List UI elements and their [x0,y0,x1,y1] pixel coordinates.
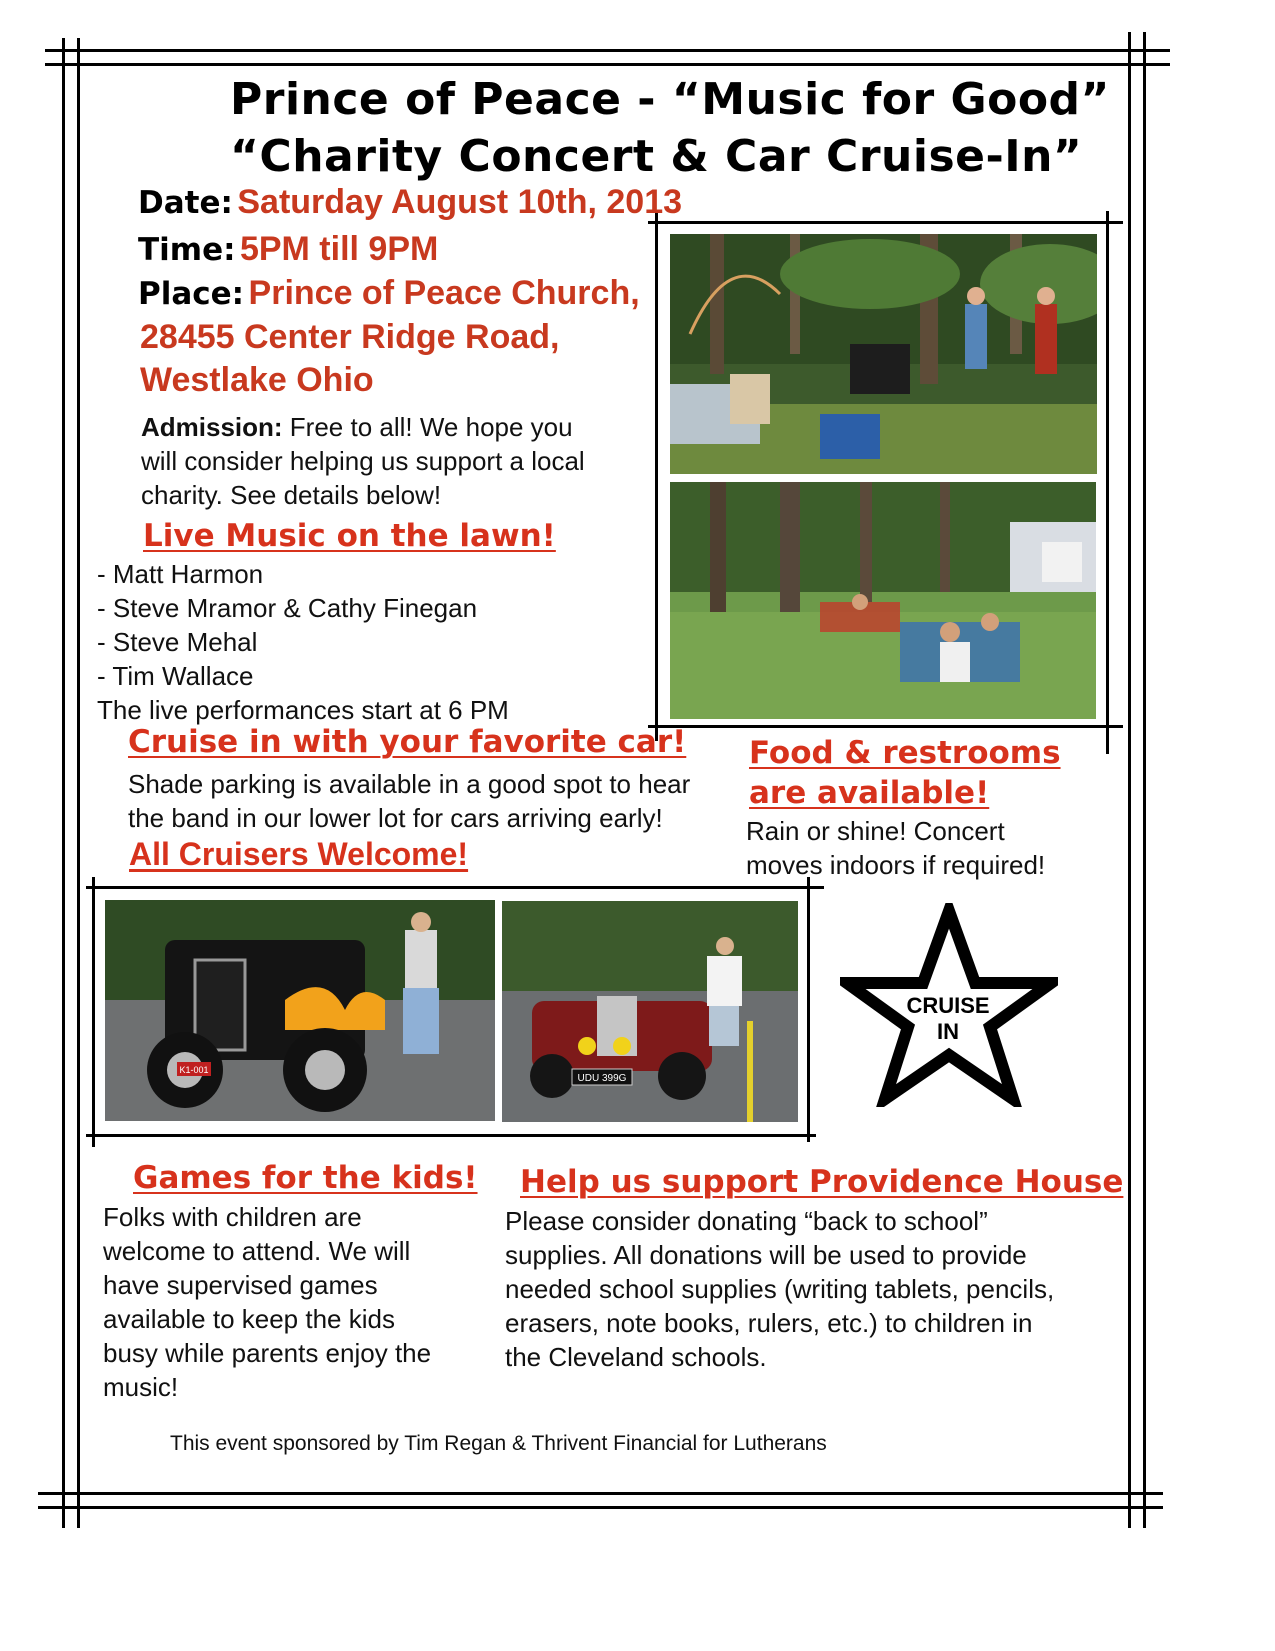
photo-frame-top [648,221,1123,224]
photo-frame-right [1106,211,1109,754]
food-heading-1: Food & restrooms [749,735,1061,771]
cruise-text-1: Shade parking is available in a good spot to hear [128,769,691,799]
border-right-line [1128,32,1131,1528]
place-line-1: Prince of Peace Church, [248,274,640,312]
border-top-line-2 [45,63,1170,66]
games-line: available to keep the kids [103,1304,395,1334]
providence-text [505,1204,1054,1374]
admission-label: Admission: [141,412,283,442]
concert-stage-photo [670,234,1097,474]
food-heading-2: are available! [749,775,990,811]
border-left-line-2 [77,38,80,1528]
food-text [746,814,1045,882]
games-text [103,1200,431,1404]
car-frame-top [86,886,824,889]
providence-line: needed school supplies (writing tablets, pencils, [505,1274,1055,1304]
place-label: Place: [138,276,245,312]
date-row [138,183,682,222]
cruise-text-2: the band in our lower lot for cars arriving early! [128,803,663,833]
title-line-2: “Charity Concert & Car Cruise-In” [230,131,1083,182]
sponsor-footer: This event sponsored by Tim Regan & Thrivent Financial for Lutherans [170,1432,827,1455]
admission-text-3: charity. See details below! [141,480,442,510]
admission-block [141,410,651,512]
games-line: welcome to attend. We will [103,1236,411,1266]
food-text-2: moves indoors if required! [746,850,1046,880]
games-line: music! [103,1372,179,1402]
performance-note: The live performances start at 6 PM [97,695,509,725]
car-frame-left [92,877,95,1147]
providence-line: Please consider donating “back to school” [505,1206,988,1236]
games-line: busy while parents enjoy the [103,1338,432,1368]
title-line-1: Prince of Peace - “Music for Good” [230,74,1110,125]
performer-item: - Tim Wallace [97,661,254,691]
car-frame-right [807,877,810,1142]
providence-line: supplies. All donations will be used to provide [505,1240,1027,1270]
border-left-line [62,38,65,1528]
providence-line: the Cleveland schools. [505,1342,767,1372]
border-bottom-line-2 [38,1506,1163,1509]
license-plate-1: K1-001 [179,1065,209,1075]
providence-line: erasers, note books, rulers, etc.) to children in [505,1308,1033,1338]
border-top-line [45,49,1170,52]
star-label-line-1: CRUISE [906,993,990,1018]
cruisers-welcome: All Cruisers Welcome! [129,836,469,872]
time-label: Time: [138,232,236,268]
date-value: Saturday August 10th, 2013 [237,183,683,221]
music-heading: Live Music on the lawn! [143,518,556,554]
date-label: Date: [138,185,233,221]
admission-text-1: Free to all! We hope you [282,412,573,442]
car-frame-bottom [86,1134,816,1137]
games-line: Folks with children are [103,1202,362,1232]
place-line-3: Westlake Ohio [140,361,374,399]
providence-heading: Help us support Providence House [520,1164,1124,1200]
photo-frame-left [655,211,658,741]
food-text-1: Rain or shine! Concert [746,816,1005,846]
border-bottom-line [38,1492,1163,1495]
place-line-2: 28455 Center Ridge Road, [140,318,560,356]
star-label-line-2: IN [937,1019,959,1044]
performer-list [97,557,509,727]
star-label [886,993,1010,1045]
cruise-heading: Cruise in with your favorite car! [128,724,687,760]
lawn-audience-photo [670,482,1096,719]
performer-item: - Steve Mehal [97,627,258,657]
admission-text-2: will consider helping us support a local [141,446,585,476]
games-line: have supervised games [103,1270,378,1300]
border-right-line-2 [1143,32,1146,1528]
games-heading: Games for the kids! [133,1160,478,1196]
photo-frame-bottom [648,725,1123,728]
hot-rod-photo [105,900,495,1121]
red-classic-car-photo [502,901,798,1122]
time-row [138,230,438,269]
time-value: 5PM till 9PM [239,230,439,268]
performer-item: - Steve Mramor & Cathy Finegan [97,593,478,623]
performer-item: - Matt Harmon [97,559,264,589]
place-row [138,274,640,313]
cruise-text [128,767,690,835]
license-plate-2: UDU 399G [577,1073,627,1084]
